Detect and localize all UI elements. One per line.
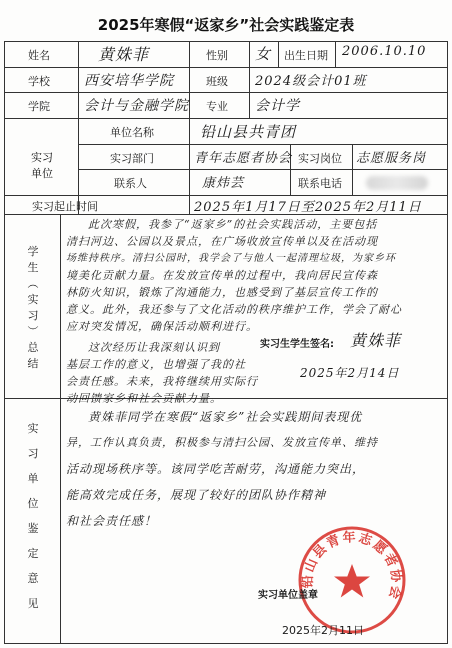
summary-date: 2025年2月14日 bbox=[300, 366, 400, 380]
college-value: 会计与金融学院 bbox=[84, 98, 189, 114]
gender-value: 女 bbox=[255, 45, 272, 63]
summary-line: 这次经历让我深刻认识到 bbox=[88, 341, 220, 354]
student-signature: 黄姝菲 bbox=[350, 331, 402, 350]
summary-line: 林防火知识，锻炼了沟通能力，也感受到了基层宣传工作的 bbox=[66, 286, 378, 299]
dept-value: 青年志愿者协会 bbox=[194, 151, 293, 166]
official-seal bbox=[296, 524, 408, 636]
major-value: 会计学 bbox=[255, 98, 300, 114]
position-label: 实习岗位 bbox=[298, 152, 342, 165]
seal-text: 铅山县青年志愿者协会 bbox=[300, 530, 404, 603]
form-title: 2025年寒假“返家乡”社会实践鉴定表 bbox=[97, 16, 355, 34]
appraisal-line: 和社会责任感！ bbox=[66, 514, 158, 528]
birth-label: 出生日期 bbox=[284, 49, 328, 62]
dept-label: 实习部门 bbox=[110, 152, 154, 165]
contact-label: 联系人 bbox=[114, 177, 147, 190]
gender-label: 性别 bbox=[206, 49, 228, 62]
phone-value-redacted bbox=[366, 176, 428, 190]
phone-label: 联系电话 bbox=[298, 177, 342, 190]
unit-appraisal-text bbox=[66, 404, 444, 534]
class-value: 2024级会计01班 bbox=[255, 74, 367, 89]
summary-line: 清扫河边、公园以及景点，在广场收放宣传单以及在活动现 bbox=[66, 235, 378, 248]
internship-unit-side-label: 实习 单位 bbox=[31, 151, 53, 180]
summary-line: 场维持秩序。清扫公园时，我学会了与他人一起清理垃圾，为家乡环 bbox=[66, 253, 396, 264]
school-value: 西安培华学院 bbox=[84, 73, 174, 89]
unit-name-value: 铅山县共青团 bbox=[200, 123, 297, 141]
college-label: 学院 bbox=[28, 100, 50, 113]
class-label: 班级 bbox=[206, 75, 228, 88]
period-label: 实习起止时间 bbox=[32, 200, 98, 213]
unit-stamp-label: 实习单位盖章 bbox=[258, 590, 318, 601]
student-sign-label: 实习生学生签名: bbox=[260, 339, 334, 350]
star-icon bbox=[334, 564, 370, 598]
unit-name-label: 单位名称 bbox=[110, 126, 154, 139]
name-value: 黄姝菲 bbox=[98, 45, 150, 64]
unit-appraisal-side-label: 实 习 单 位 鉴 定 意 见 bbox=[27, 422, 39, 610]
student-summary-side-label: 学 生 ︵ 实 习 ︶ 总 结 bbox=[27, 245, 39, 370]
appraisal-line: 黄姝菲同学在寒假“返家乡”社会实践期间表现优 bbox=[88, 410, 363, 424]
summary-line: 境美化贡献力量。在发放宣传单的过程中，我向居民宣传森 bbox=[66, 269, 378, 282]
position-value: 志愿服务岗 bbox=[356, 151, 427, 166]
birth-value: 2006.10.10 bbox=[342, 44, 427, 59]
summary-line: 会责任感。未来，我将继续用实际行 bbox=[66, 375, 258, 388]
name-label: 姓名 bbox=[28, 49, 50, 62]
summary-line: 基层工作的意义，也增强了我的社 bbox=[66, 358, 246, 371]
contact-value: 康炜芸 bbox=[202, 176, 245, 191]
appraisal-date: 2025年2月11日 bbox=[282, 624, 364, 637]
summary-line: 动回馈家乡和社会贡献力量。 bbox=[66, 392, 222, 405]
school-label: 学校 bbox=[28, 75, 50, 88]
appraisal-line: 活动现场秩序等。该同学吃苦耐劳，沟通能力突出， bbox=[66, 462, 366, 476]
major-label: 专业 bbox=[206, 100, 228, 113]
summary-line: 此次寒假，我参了“返家乡”的社会实践活动，主要包括 bbox=[88, 218, 378, 231]
period-value: 2025年1月17日至2025年2月11日 bbox=[194, 200, 422, 215]
summary-line: 应对突发情况，确保活动顺利进行。 bbox=[66, 320, 258, 333]
appraisal-line: 能高效完成任务，展现了较好的团队协作精神 bbox=[66, 488, 327, 502]
appraisal-line: 异，工作认真负责，积极参与清扫公园、发放宣传单、维持 bbox=[66, 436, 378, 449]
summary-line: 意义。此外，我还参与了文化活动的秩序维护工作，学会了耐心 bbox=[66, 303, 402, 316]
